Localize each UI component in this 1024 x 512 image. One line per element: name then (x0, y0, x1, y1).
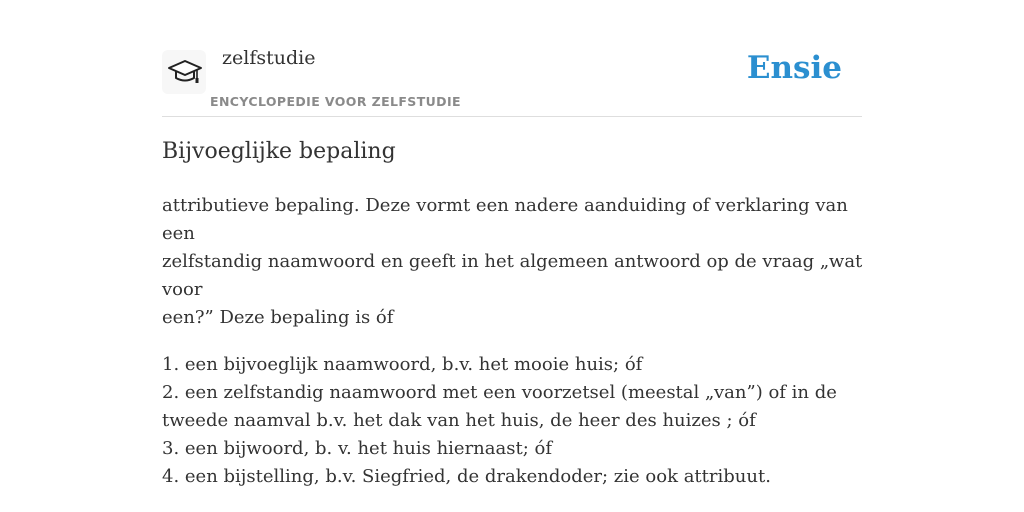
entry-list-line: 2. een zelfstandig naamwoord met een voorzetsel (meestal „van”) of in de (162, 382, 837, 403)
paragraph-gap (162, 332, 867, 351)
entry-body (162, 192, 867, 491)
entry-list-line: 1. een bijvoeglijk naamwoord, b.v. het mooie huis; óf (162, 354, 643, 375)
brand-logo[interactable]: Ensie (746, 50, 842, 86)
source-title[interactable]: zelfstudie (222, 47, 316, 69)
entry-intro-line: attributieve bepaling. Deze vormt een nadere aanduiding of verklaring van een (162, 195, 848, 244)
entry-intro-line: een?” Deze bepaling is óf (162, 307, 394, 328)
header (162, 40, 862, 117)
graduation-cap-icon (167, 58, 203, 86)
source-subtitle: ENCYCLOPEDIE VOOR ZELFSTUDIE (210, 94, 461, 109)
entry-list-line: tweede naamval b.v. het dak van het huis, de heer des huizes ; óf (162, 410, 756, 431)
source-logo[interactable] (162, 50, 206, 94)
entry-title: Bijvoeglijke bepaling (162, 139, 396, 164)
entry-intro-line: zelfstandig naamwoord en geeft in het algemeen antwoord op de vraag „wat voor (162, 251, 863, 300)
entry-list-line: 3. een bijwoord, b. v. het huis hiernaast; óf (162, 438, 552, 459)
entry-list-line: 4. een bijstelling, b.v. Siegfried, de drakendoder; zie ook attribuut. (162, 466, 771, 487)
